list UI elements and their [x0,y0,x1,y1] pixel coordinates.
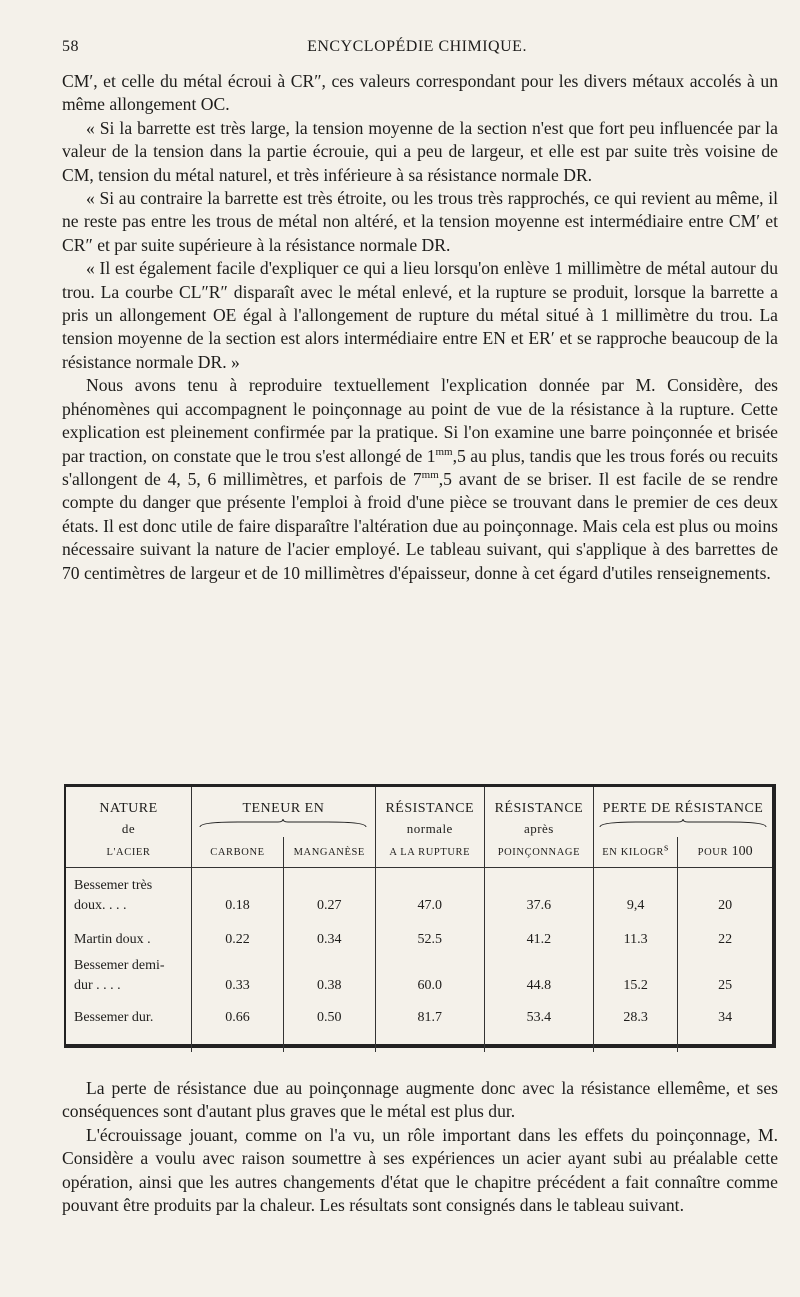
paragraph: Nous avons tenu à reproduire textuellement l'explication donnée par M. Considère, des phénomènes qui accompagnent le poinçonnage au point de vue de la résistance à la rupture. Cette explication est pleinement confirmée par la pratique. Si l'on examine une barre poinçonnée et brisée par traction, on constate que le trou s'est allongé de $1^{mm},5$ au plus, tandis que les trous forés ou recuits s'allongent de 4, 5, 6 millimètres, et parfois de $7^{mm},5$ avant de se briser. Il est facile de se rendre compte du danger que présente l'emploi à froid d'une pièce se trouvant dans le premier de ces deux états. Il est donc utile de faire disparaître l'altération due au poinçonnage. Mais cela est plus ou moins nécessaire suivant la nature de l'acier employé. Le tableau suivant, qui s'applique à des barrettes de 70 centimètres de largeur et de 10 millimètres d'épaisseur, donne à cet égard d'utiles renseignements. [62,375,778,583]
header-pour-100: POUR 100 [678,837,772,868]
header-carbone: CARBONE [192,837,284,868]
running-title: ENCYCLOPÉDIE CHIMIQUE. [307,38,527,55]
paragraph: CM′, et celle du métal écroui à CR″, ces valeurs correspondant pour les divers métaux accolés à un même allongement OC. [62,71,778,115]
paragraph: La perte de résistance due au poinçonnage augmente donc avec la résistance ellemême, et ses conséquences sont d'autant plus graves que le métal est plus dur. [62,1078,778,1122]
table-row: Bessemer dur. 0.66 0.50 81.7 53.4 28.3 34 [66,1008,772,1052]
header-resistance-apres: RÉSISTANCE après [484,787,593,837]
table-row: Martin doux . 0.22 0.34 52.5 41.2 11.3 22 [66,930,772,956]
header-kilogr: EN KILOGR$^s$ [593,837,677,868]
header-resistance-normale: RÉSISTANCE normale [375,787,484,837]
table-row: Bessemer demi- dur . . . . 0.33 0.38 60.0 44.8 15.2 25 [66,956,772,1008]
page-number: 58 [62,38,79,55]
paragraph: « Si au contraire la barrette est très étroite, ou les trous très rapprochés, ce qui revient au même, il ne reste pas entre les trous de métal non altéré, et la tension moyenne est intermédiaire entre CM′ et CR″ et par suite supérieure à la résistance normale DR. [62,188,778,255]
header-poinconnage: POINÇONNAGE [484,837,593,868]
body-text-after-table [62,1077,778,1217]
header-acier: L'ACIER [66,837,192,868]
brace-icon [198,819,368,829]
header-rupture: A LA RUPTURE [375,837,484,868]
body-text [62,70,778,585]
header-manganese: MANGANÈSE [283,837,375,868]
brace-icon [598,819,768,829]
steel-table [64,784,776,1048]
paragraph: « Si la barrette est très large, la tension moyenne de la section n'est que fort peu influencée par la valeur de la tension dans la partie écrouie, qui a peu de largeur, et elle est par suite très voisine de CM, tension du métal naturel, et très inférieure à sa résistance normale DR. [62,117,778,185]
header-nature: NATURE de [99,801,158,836]
table-row: Bessemer très doux. . . . 0.18 0.27 47.0 37.6 9,4 20 [66,868,772,931]
paragraph: « Il est également facile d'expliquer ce qui a lieu lorsqu'on enlève 1 millimètre de métal autour du trou. La courbe CL″R″ disparaît avec le métal enlevé, et la rupture se produit, lorsque la barrette a pris un allongement OE égal à l'allongement de rupture du métal situé à 1 millimètre du trou. La tension moyenne de la section est alors intermédiaire entre EN et ER′ et se rapproche beaucoup de la résistance normale DR. » [62,258,778,372]
header-perte: PERTE DE RÉSISTANCE [593,787,772,837]
paragraph: L'écrouissage jouant, comme on l'a vu, un rôle important dans les effets du poinçonnage, M. Considère a voulu avec raison soumettre à ses expériences un acier ayant subi au préalable cette opération, ainsi que les autres changements d'état que le chapitre précédent a fait connaître comme pouvant être produits par la chaleur. Les résultats sont consignés dans le tableau suivant. [62,1124,778,1216]
header-teneur: TENEUR EN [192,787,376,837]
